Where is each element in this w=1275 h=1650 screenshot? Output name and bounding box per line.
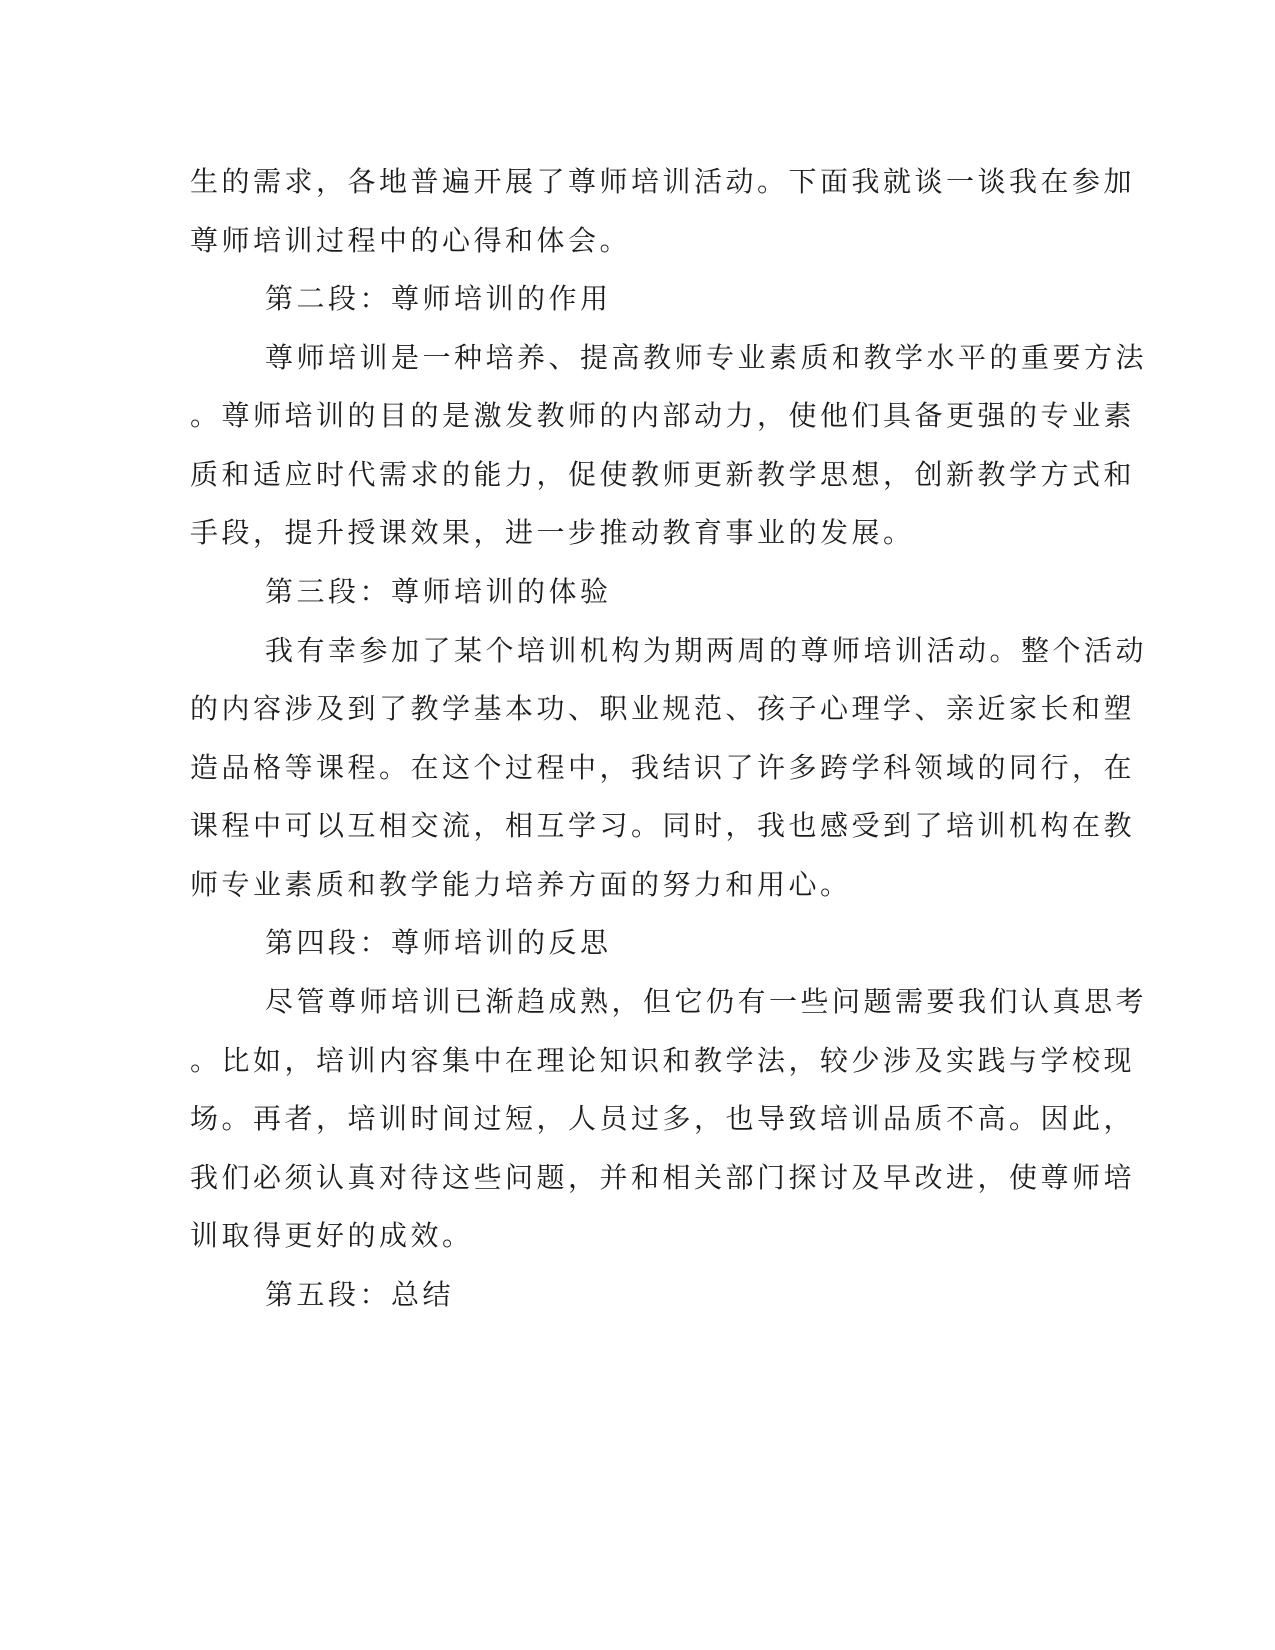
text-line: 师专业素质和教学能力培养方面的努力和用心。: [190, 868, 852, 901]
text-line: 我们必须认真对待这些问题，并和相关部门探讨及早改进，使尊师培: [190, 1161, 1136, 1194]
text-line: 。比如，培训内容集中在理论知识和教学法，较少涉及实践与学校现: [190, 1044, 1136, 1077]
section-heading-2: 第二段：尊师培训的作用: [265, 282, 612, 315]
text-line: 造品格等课程。在这个过程中，我结识了许多跨学科领域的同行，在: [190, 751, 1136, 784]
text-line: 尽管尊师培训已渐趋成熟，但它仍有一些问题需要我们认真思考: [265, 985, 1148, 1018]
text-line: 场。再者，培训时间过短，人员过多，也导致培训品质不高。因此，: [190, 1102, 1136, 1135]
text-line: 手段，提升授课效果，进一步推动教育事业的发展。: [190, 516, 915, 549]
text-line: 课程中可以互相交流，相互学习。同时，我也感受到了培训机构在教: [190, 809, 1136, 842]
text-line: 质和适应时代需求的能力，促使教师更新教学思想，创新教学方式和: [190, 458, 1136, 491]
text-line: 的内容涉及到了教学基本功、职业规范、孩子心理学、亲近家长和塑: [190, 692, 1136, 725]
text-line: 训取得更好的成效。: [190, 1219, 474, 1252]
section-heading-5: 第五段：总结: [265, 1278, 455, 1311]
text-line: 尊师培训过程中的心得和体会。: [190, 224, 632, 257]
text-line: 生的需求，各地普遍开展了尊师培训活动。下面我就谈一谈我在参加: [190, 165, 1136, 198]
text-line: 我有幸参加了某个培训机构为期两周的尊师培训活动。整个活动: [265, 634, 1148, 667]
text-line: 。尊师培训的目的是激发教师的内部动力，使他们具备更强的专业素: [190, 399, 1136, 432]
text-line: 尊师培训是一种培养、提高教师专业素质和教学水平的重要方法: [265, 341, 1148, 374]
section-heading-4: 第四段：尊师培训的反思: [265, 926, 612, 959]
section-heading-3: 第三段：尊师培训的体验: [265, 575, 612, 608]
